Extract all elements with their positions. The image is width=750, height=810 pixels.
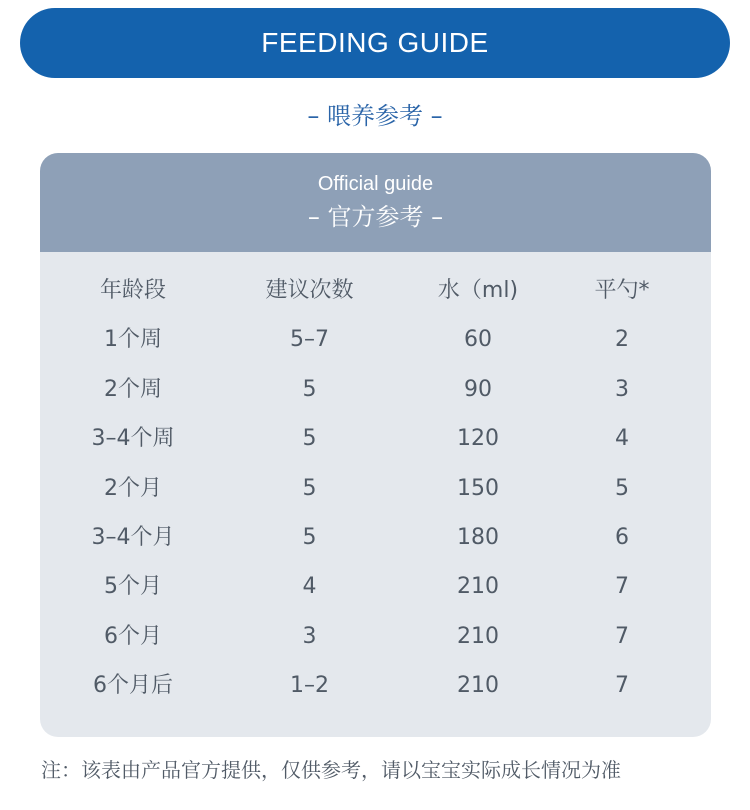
feeding-table: [40, 271, 711, 716]
column-header-times: 建议次数: [265, 278, 354, 303]
cell-times: 5: [302, 524, 317, 550]
card-title-chinese: – 官方参考 –: [307, 203, 444, 231]
page-title: FEEDING GUIDE: [261, 27, 489, 58]
table-row: [40, 617, 711, 666]
table-row: [40, 666, 711, 715]
cell-times: 3: [302, 623, 317, 649]
cell-age: 2个月: [104, 475, 162, 501]
cell-water: 90: [464, 376, 492, 402]
cell-water: 120: [457, 426, 499, 452]
cell-times: 5–7: [290, 327, 329, 353]
table-header-row: [40, 271, 711, 320]
cell-times: 1–2: [290, 673, 329, 699]
cell-times: 5: [302, 475, 317, 501]
cell-water: 60: [464, 327, 492, 353]
cell-scoops: 5: [615, 475, 629, 501]
column-header-age: 年龄段: [99, 278, 166, 303]
cell-age: 3–4个月: [91, 524, 175, 550]
header-banner: [20, 8, 730, 78]
table-row: [40, 370, 711, 419]
cell-scoops: 7: [615, 673, 629, 699]
cell-scoops: 6: [615, 524, 629, 550]
cell-scoops: 4: [615, 426, 629, 452]
column-header-water: 水（ml): [437, 278, 519, 303]
cell-water: 150: [457, 475, 499, 501]
cell-age: 6个月后: [93, 673, 173, 699]
feeding-guide-card: [40, 153, 711, 737]
table-row: [40, 419, 711, 468]
table-row: [40, 567, 711, 616]
cell-water: 210: [457, 673, 499, 699]
cell-age: 2个周: [104, 376, 162, 402]
cell-age: 1个周: [104, 327, 162, 353]
cell-times: 4: [302, 574, 317, 600]
footnote: 注：该表由产品官方提供，仅供参考，请以宝宝实际成长情况为准: [41, 758, 621, 782]
cell-scoops: 3: [615, 376, 629, 402]
table-row: [40, 518, 711, 567]
cell-age: 6个月: [104, 623, 162, 649]
cell-times: 5: [302, 376, 317, 402]
table-row: [40, 469, 711, 518]
cell-scoops: 7: [615, 623, 629, 649]
column-header-scoops: 平勺*: [594, 278, 650, 303]
card-title-english: Official guide: [317, 173, 434, 195]
table-row: [40, 320, 711, 369]
cell-age: 3–4个周: [91, 426, 175, 452]
cell-scoops: 7: [615, 574, 629, 600]
cell-age: 5个月: [104, 574, 162, 600]
cell-times: 5: [302, 426, 317, 452]
cell-water: 210: [457, 574, 499, 600]
cell-water: 210: [457, 623, 499, 649]
section-subtitle: – 喂养参考 –: [307, 102, 443, 130]
cell-scoops: 2: [615, 327, 629, 353]
cell-water: 180: [457, 524, 499, 550]
card-header: [40, 153, 711, 252]
